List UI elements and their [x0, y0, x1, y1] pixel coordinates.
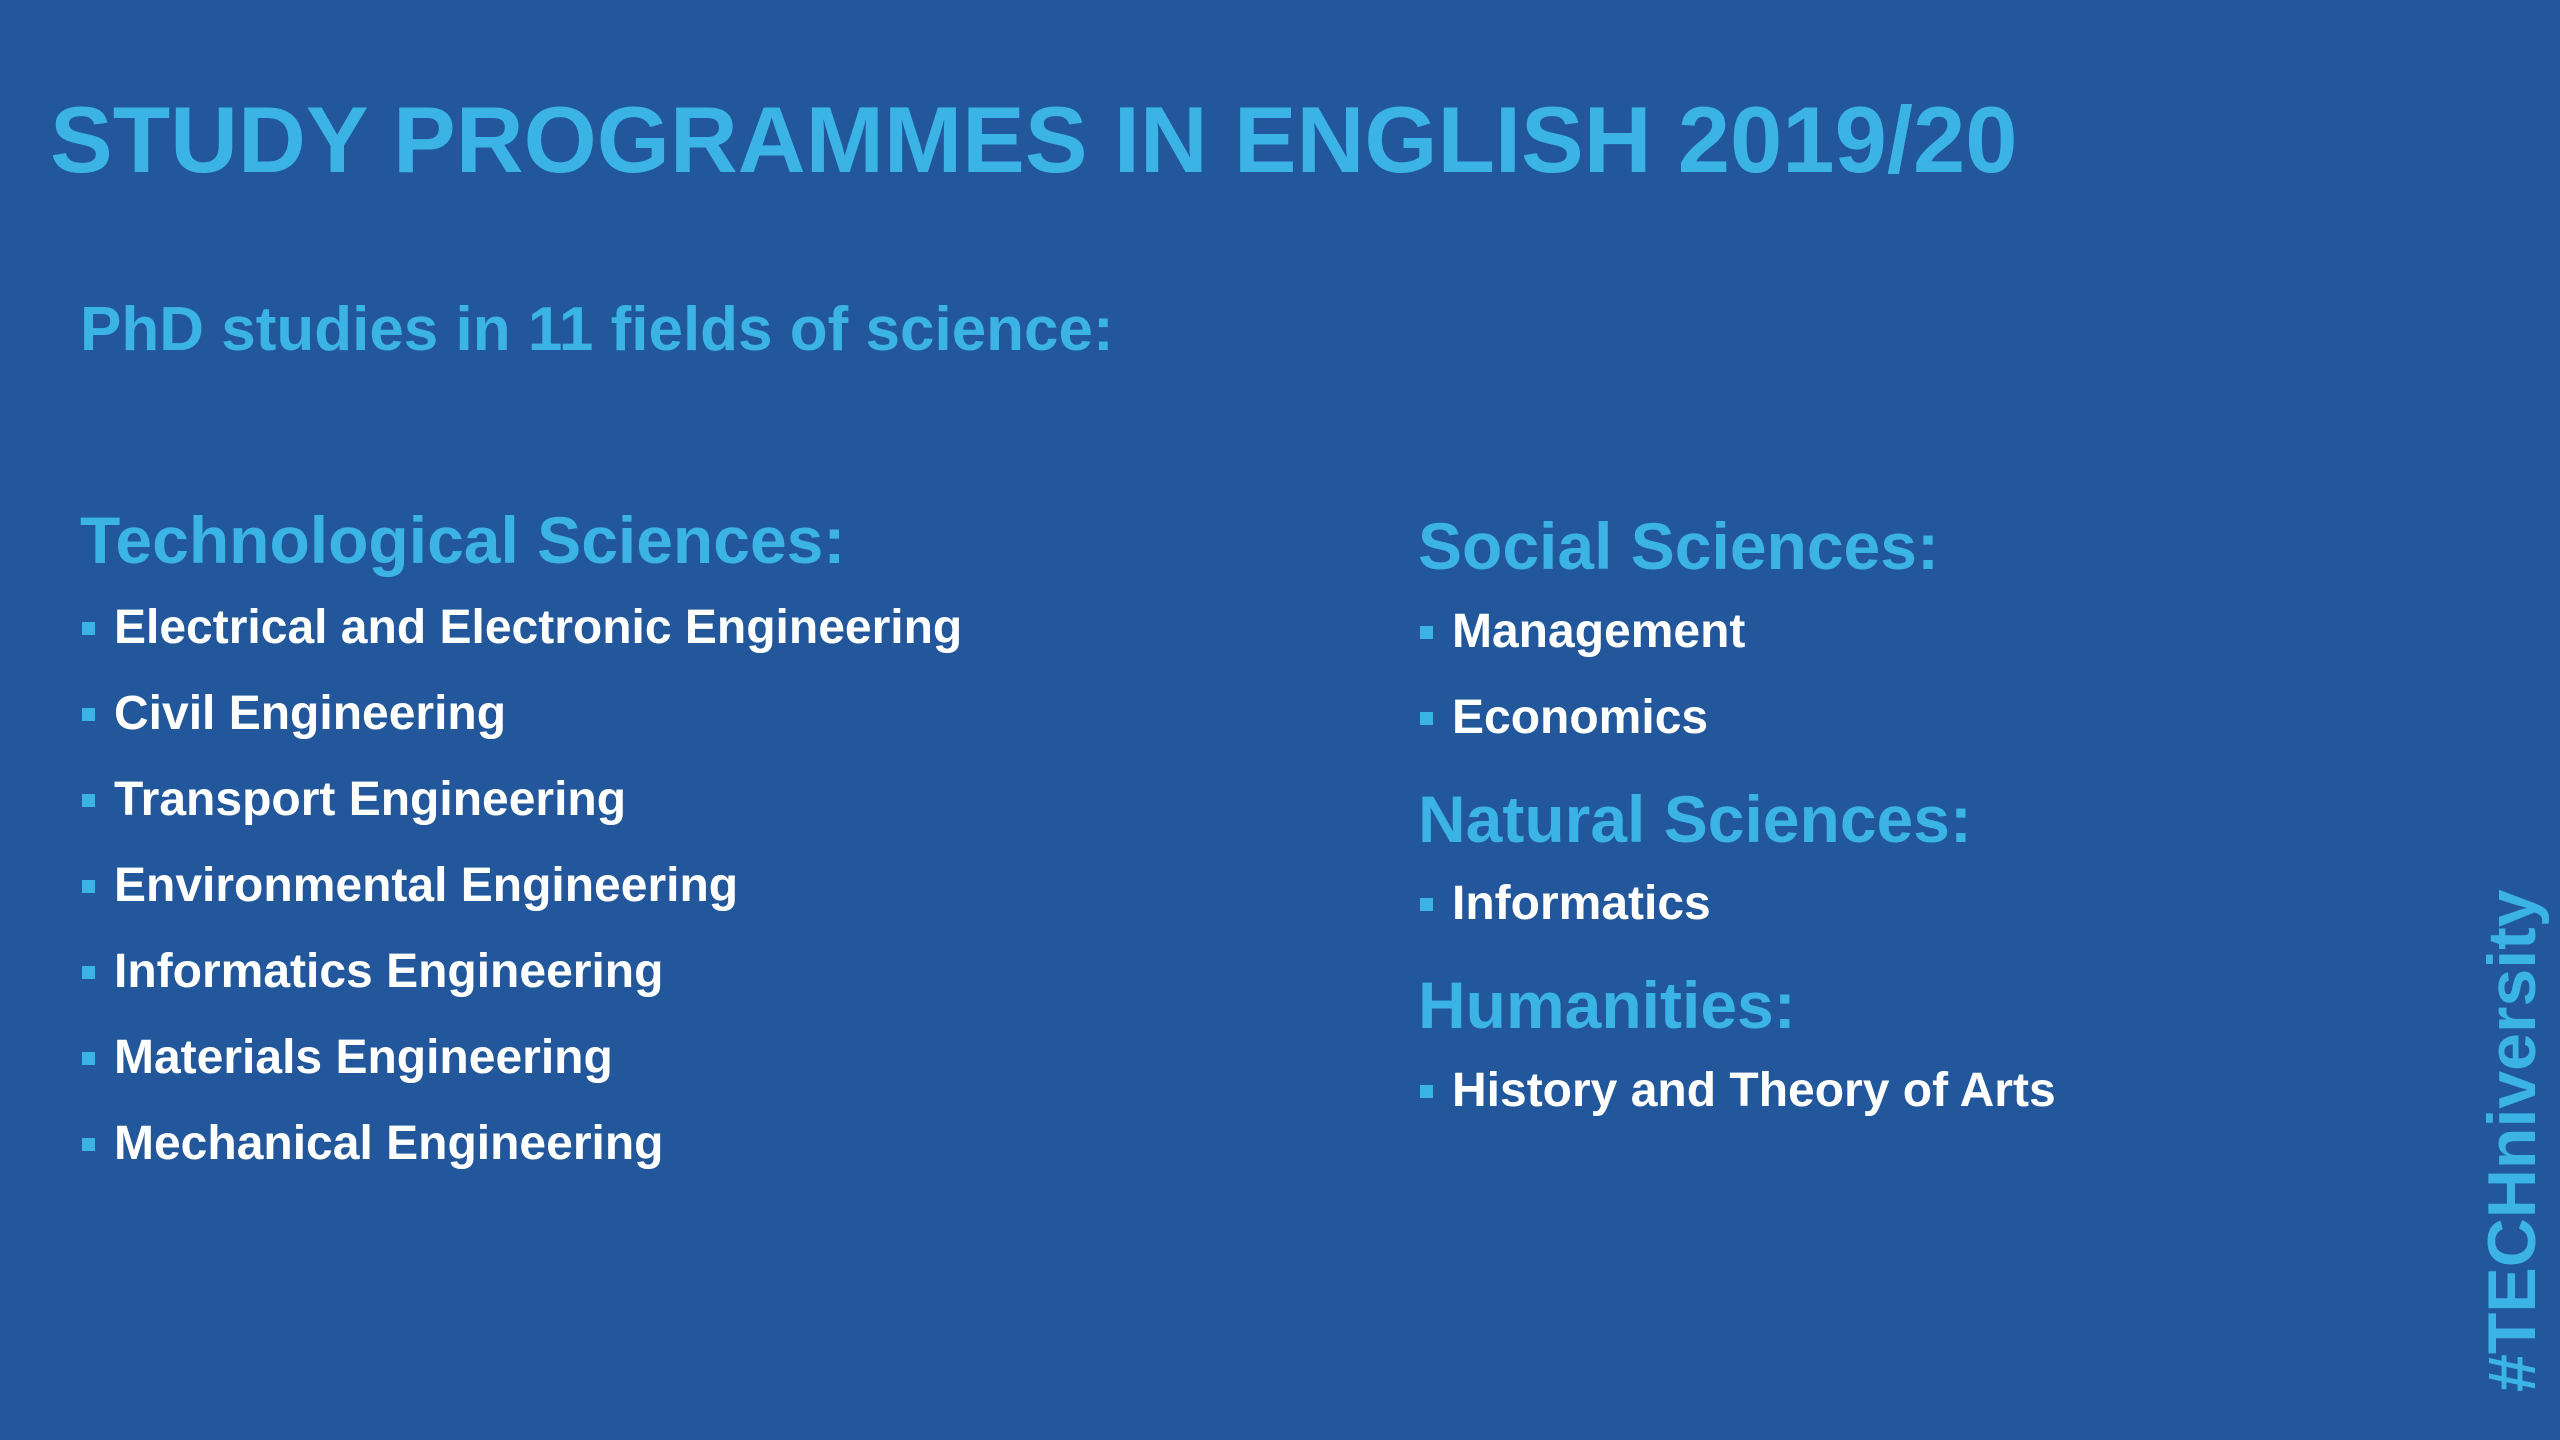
square-bullet-icon [1420, 1085, 1433, 1098]
square-bullet-icon [82, 880, 95, 893]
list-item [80, 585, 962, 671]
natural-sciences-heading: Natural Sciences: [1418, 781, 1972, 856]
square-bullet-icon [82, 1138, 95, 1151]
phd-subtitle: PhD studies in 11 fields of science: [80, 295, 1114, 364]
list-item [80, 929, 962, 1015]
list-item-label: Informatics [1452, 877, 1711, 931]
slide-title: STUDY PROGRAMMES IN ENGLISH 2019/20 [50, 87, 2018, 192]
list-item-label: Economics [1452, 690, 1709, 744]
list-item-label: Informatics Engineering [114, 944, 664, 998]
list-item [80, 1015, 962, 1101]
list-item [80, 843, 962, 929]
humanities-heading: Humanities: [1418, 968, 1796, 1043]
list-item-label: Electrical and Electronic Engineering [114, 600, 963, 654]
square-bullet-icon [82, 1052, 95, 1065]
list-item [80, 757, 962, 843]
square-bullet-icon [82, 966, 95, 979]
square-bullet-icon [1420, 898, 1433, 911]
technological-sciences-heading: Technological Sciences: [80, 503, 846, 577]
list-item-label: Materials Engineering [114, 1030, 613, 1084]
list-item [1418, 675, 2056, 761]
square-bullet-icon [1420, 626, 1433, 639]
square-bullet-icon [1420, 712, 1433, 725]
list-item [1418, 1048, 2056, 1134]
other-sciences-column [1418, 510, 2056, 1156]
list-item [80, 1101, 962, 1187]
natural-sciences-list [1418, 861, 2056, 947]
list-item-label: History and Theory of Arts [1452, 1063, 2056, 1117]
square-bullet-icon [82, 794, 95, 807]
list-item-label: Management [1452, 604, 1746, 658]
humanities-list [1418, 1048, 2056, 1134]
list-item [1418, 861, 2056, 947]
list-item-label: Civil Engineering [114, 686, 507, 740]
list-item [80, 671, 962, 757]
square-bullet-icon [82, 708, 95, 721]
list-item-label: Mechanical Engineering [114, 1116, 664, 1170]
list-item-label: Environmental Engineering [114, 858, 739, 912]
techniversity-hashtag: #TECHniversity [2474, 889, 2550, 1392]
technological-sciences-list [80, 585, 962, 1187]
list-item [1418, 589, 2056, 675]
technological-sciences-column [80, 504, 962, 1187]
list-item-label: Transport Engineering [114, 772, 627, 826]
social-sciences-heading: Social Sciences: [1418, 509, 1939, 583]
social-sciences-list [1418, 589, 2056, 761]
square-bullet-icon [82, 622, 95, 635]
